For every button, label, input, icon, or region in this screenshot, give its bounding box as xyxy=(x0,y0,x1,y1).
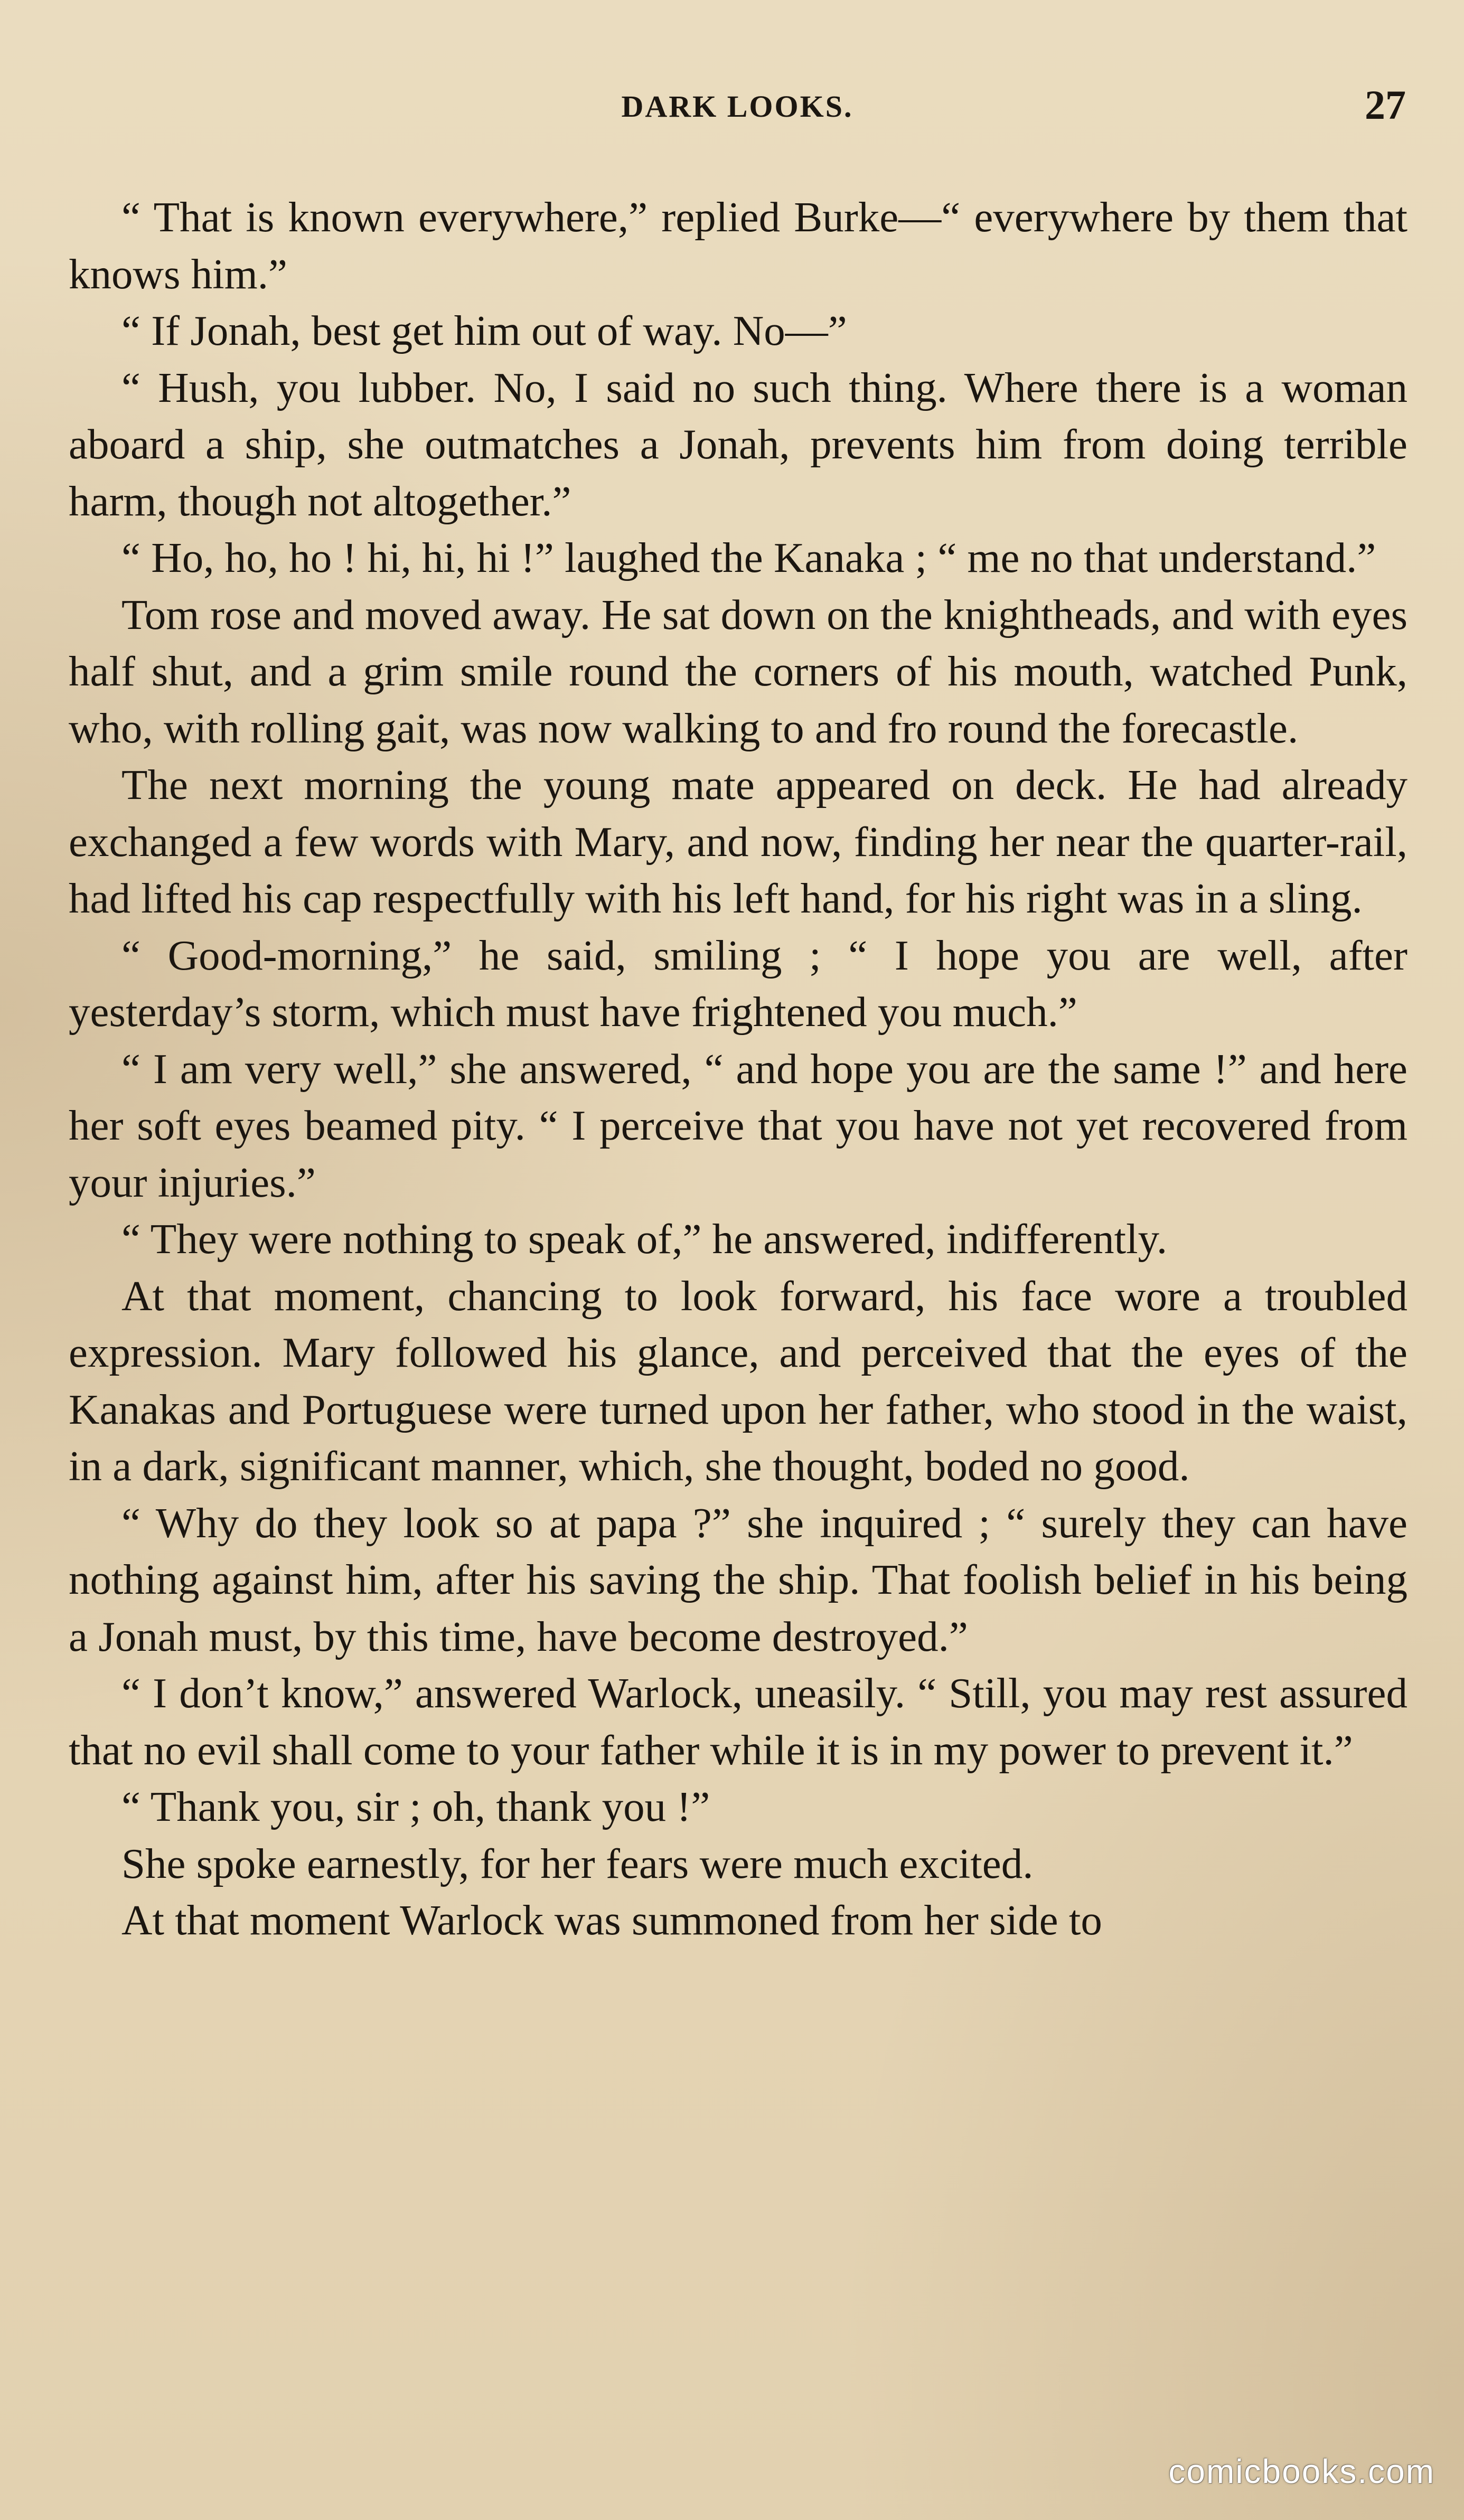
running-title: DARK LOOKS. xyxy=(621,89,853,124)
paragraph: “ Hush, you lubber. No, I said no such thing. Where there is a woman aboard a ship, she outmatches a Jonah, prevents him from doing terrible harm, though not altogether.” xyxy=(69,363,1407,525)
paragraph: At that moment Warlock was summoned from her side to xyxy=(121,1896,1102,1944)
paragraph: Tom rose and moved away. He sat down on the knightheads, and with eyes half shut, and a grim smile round the corners of his mouth, watched Punk, who, with rolling gait, was now walking to and fro round the forecastle. xyxy=(69,590,1407,752)
paragraph: “ That is known everywhere,” replied Burke—“ everywhere by them that knows him.” xyxy=(69,193,1407,298)
watermark: comicbooks.com xyxy=(1168,2452,1435,2490)
page-header xyxy=(69,79,1406,143)
paragraph: The next morning the young mate appeared on deck. He had already exchanged a few words with Mary, and now, finding her near the quarter-rail, had lifted his cap respectfully with his left hand, for his right was in a sling. xyxy=(69,761,1407,922)
paragraph: “ I don’t know,” answered Warlock, uneasily. “ Still, you may rest assured that no evil shall come to your father while it is in my power to prevent it.” xyxy=(69,1669,1407,1774)
page-number: 27 xyxy=(1365,82,1406,128)
paragraph: “ Why do they look so at papa ?” she inquired ; “ surely they can have nothing against him, after his saving the ship. That foolish belief in his being a Jonah must, by this time, have become destroyed.” xyxy=(69,1499,1407,1660)
paragraph: At that moment, chancing to look forward, his face wore a troubled expression. Mary followed his glance, and perceived that the eyes of the Kanakas and Portuguese were turned upon her father, who stood in the waist, in a dark, significant manner, which, she thought, boded no good. xyxy=(69,1272,1407,1490)
paragraph: “ Ho, ho, ho ! hi, hi, hi !” laughed the Kanaka ; “ me no that understand.” xyxy=(121,534,1376,581)
paragraph: “ Good-morning,” he said, smiling ; “ I hope you are well, after yesterday’s storm, which must have frightened you much.” xyxy=(69,931,1407,1036)
paragraph: “ They were nothing to speak of,” he answered, indifferently. xyxy=(121,1215,1168,1263)
paragraph: “ Thank you, sir ; oh, thank you !” xyxy=(121,1783,710,1830)
paragraph: “ I am very well,” she answered, “ and hope you are the same !” and here her soft eyes beamed pity. “ I perceive that you have not yet recovered from your injuries.” xyxy=(69,1045,1407,1206)
body-text xyxy=(69,189,1407,1949)
paragraph: She spoke earnestly, for her fears were much excited. xyxy=(121,1839,1034,1887)
paragraph: “ If Jonah, best get him out of way. No—” xyxy=(121,307,847,354)
